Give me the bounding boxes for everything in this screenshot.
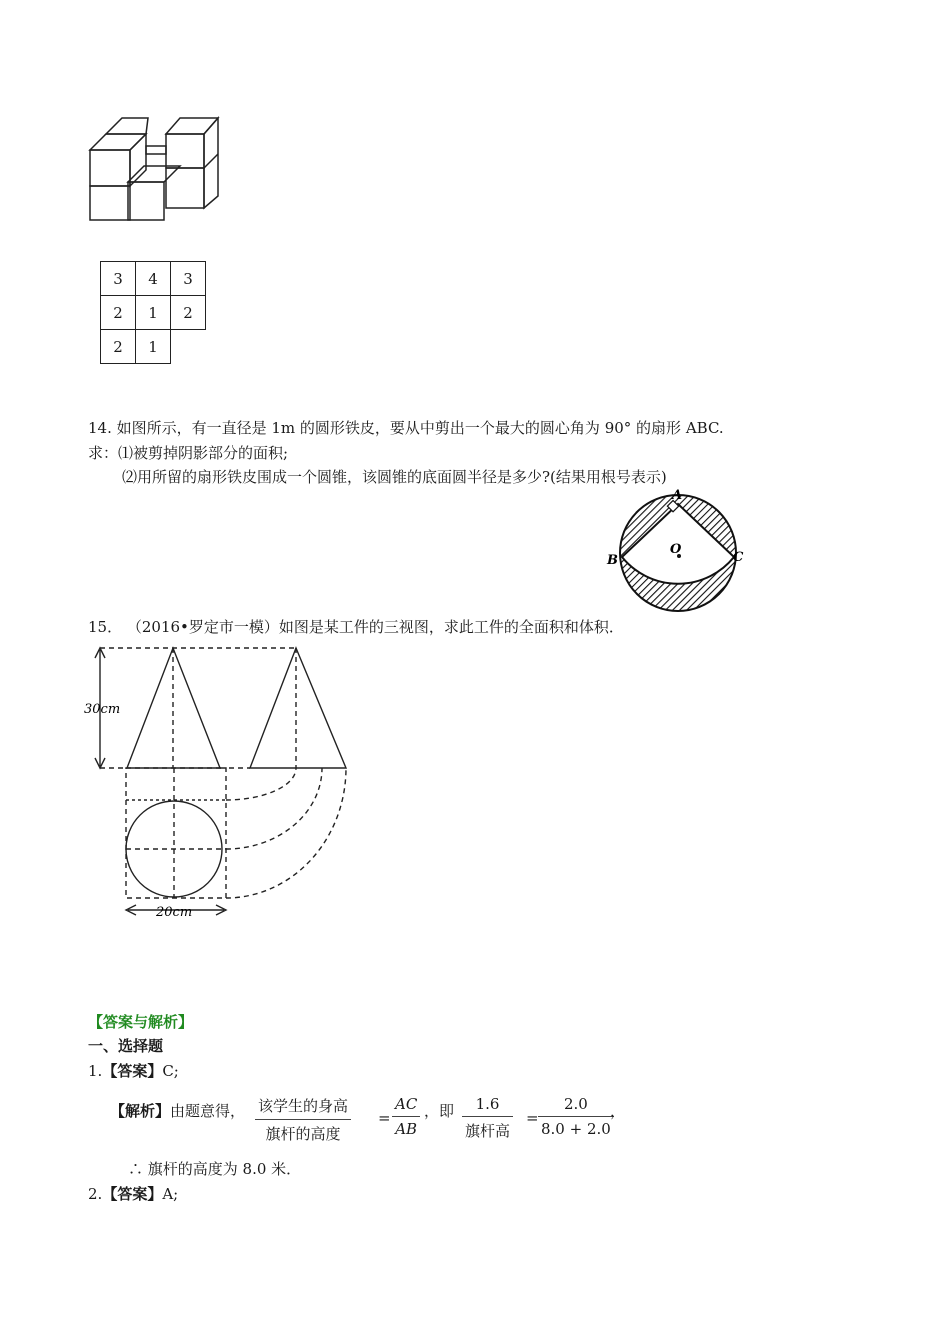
grid-cell: 2 [101, 330, 136, 364]
grid-cell-empty [171, 330, 206, 364]
analysis-lead [110, 1101, 245, 1121]
grid-cell: 2 [171, 296, 206, 330]
grid-row [101, 262, 206, 296]
namely-text: ，即 [424, 1102, 455, 1120]
analysis-text: 由题意得， [170, 1102, 246, 1120]
three-view-figure [80, 640, 360, 925]
answer-2-value: A; [162, 1185, 179, 1203]
label-a: A [672, 488, 683, 503]
label-b: B [607, 553, 618, 568]
analysis-tag: 【解析】 [110, 1102, 171, 1120]
cube-stack-figure [84, 110, 224, 225]
q14-line2: 求：⑴被剪掉阴影部分的面积; [88, 444, 289, 462]
answer-2-tag: 【答案】 [102, 1185, 163, 1203]
trailing-comma: ， [610, 1102, 626, 1120]
answer-1-number: 1. [88, 1062, 103, 1080]
height-label: 30cm [84, 702, 121, 717]
fraction-denominator: AB [395, 1120, 418, 1138]
fraction-denominator: 8.0 + 2.0 [541, 1120, 611, 1138]
grid-cell: 1 [136, 296, 171, 330]
answer-1-line [88, 1061, 179, 1081]
fraction-denominator: 旗杆的高度 [265, 1125, 341, 1143]
fraction-numerator: 2.0 [538, 1095, 614, 1117]
width-label: 20cm [156, 905, 193, 920]
fraction-numerator: AC [392, 1095, 420, 1117]
fraction-20 [538, 1095, 614, 1138]
equals-sign: = [526, 1109, 539, 1127]
fraction-16 [462, 1095, 513, 1141]
label-c: C [733, 550, 744, 565]
answer-1-tag: 【答案】 [102, 1062, 163, 1080]
grid-cell: 3 [101, 262, 136, 296]
q14-line1: 14. 如图所示，有一直径是 1m 的圆形铁皮，要从中剪出一个最大的圆心角为 90° 的扇形 ABC. [88, 419, 724, 437]
grid-cell: 3 [171, 262, 206, 296]
answer-2-line [88, 1184, 178, 1204]
fraction-denominator: 旗杆高 [465, 1122, 511, 1140]
circle-sector-figure [600, 484, 760, 614]
grid-cell: 4 [136, 262, 171, 296]
fraction-numerator: 1.6 [462, 1095, 513, 1117]
answer-header: 【答案与解析】 [88, 1013, 194, 1031]
section-title: 一、选择题 [88, 1037, 164, 1055]
grid-row [101, 330, 206, 364]
fraction-height-ratio [255, 1095, 351, 1144]
q15-text: 15． （2016•罗定市一模）如图是某工件的三视图，求此工件的全面积和体积． [88, 618, 624, 636]
top-view-number-grid [100, 261, 206, 364]
grid-row [101, 296, 206, 330]
q14-line3: ⑵用所留的扇形铁皮围成一个圆锥，该圆锥的底面圆半径是多少?(结果用根号表示) [122, 468, 667, 486]
answer-2-number: 2. [88, 1185, 103, 1203]
grid-cell: 2 [101, 296, 136, 330]
fraction-numerator: 该学生的身高 [255, 1095, 351, 1120]
fraction-ac-ab [392, 1095, 420, 1138]
grid-cell: 1 [136, 330, 171, 364]
label-o: O [670, 542, 682, 557]
equals-sign: = [378, 1109, 391, 1127]
therefore-line: ∴ 旗杆的高度为 8.0 米． [128, 1160, 302, 1178]
answer-1-value: C; [162, 1062, 179, 1080]
